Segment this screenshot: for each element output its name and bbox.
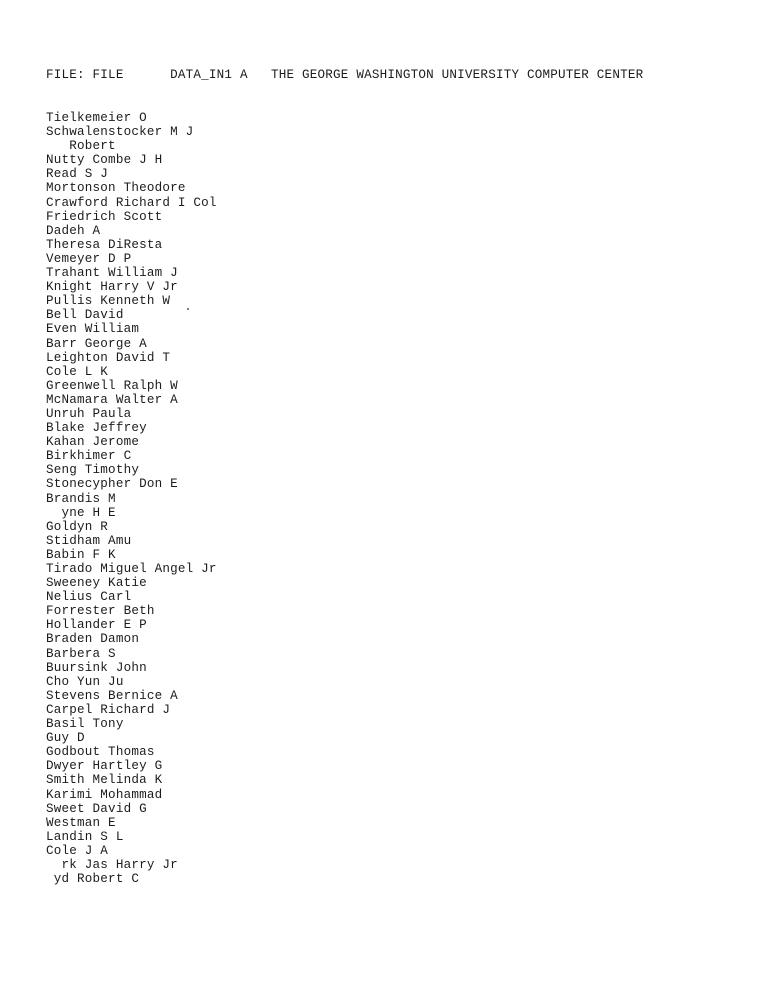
- name-entry: Smith Melinda K: [46, 773, 163, 788]
- name-entry: Schwalenstocker M J: [46, 125, 194, 140]
- name-entry: Birkhimer C: [46, 449, 132, 464]
- name-entry: Barr George A: [46, 336, 147, 351]
- name-entry: Westman E: [46, 815, 116, 830]
- name-entry: Buursink John: [46, 660, 147, 675]
- name-entry: yd Robert C: [46, 872, 140, 887]
- name-entry: Sweeney Katie: [46, 576, 147, 591]
- name-list: [46, 111, 217, 886]
- name-entry: Karimi Mohammad: [46, 787, 163, 802]
- name-entry: Stonecypher Don E: [46, 477, 178, 492]
- name-entry: Babin F K: [46, 547, 116, 562]
- name-entry: Vemeyer D P: [46, 251, 132, 266]
- name-entry: Barbera S: [46, 646, 116, 661]
- name-entry: Mortonson Theodore: [46, 181, 186, 196]
- name-entry: Trahant William J: [46, 266, 178, 281]
- name-entry: Forrester Beth: [46, 604, 155, 619]
- printout-header: [46, 68, 643, 82]
- name-entry: Blake Jeffrey: [46, 421, 147, 436]
- name-entry: Nutty Combe J H: [46, 153, 163, 168]
- name-entry: Leighton David T: [46, 350, 171, 365]
- name-entry: Stevens Bernice A: [46, 688, 178, 703]
- name-entry: rk Jas Harry Jr: [46, 857, 178, 872]
- name-entry: Theresa DiResta: [46, 237, 163, 252]
- name-entry: Friedrich Scott: [46, 209, 163, 224]
- name-entry: Hollander E P: [46, 618, 147, 633]
- name-entry: Tirado Miguel Angel Jr: [46, 562, 217, 576]
- ink-speck: [187, 308, 189, 310]
- name-entry: Even William: [46, 322, 140, 337]
- name-entry: Sweet David G: [46, 801, 147, 816]
- name-entry: Kahan Jerome: [46, 435, 140, 450]
- name-entry: Goldyn R: [46, 519, 109, 534]
- name-entry: Guy D: [46, 731, 85, 746]
- name-entry: Unruh Paula: [46, 406, 132, 421]
- name-entry: Robert: [46, 139, 116, 154]
- name-entry: Cho Yun Ju: [46, 674, 124, 689]
- name-entry: Pullis Kenneth W: [46, 294, 171, 309]
- name-entry: Dadeh A: [46, 223, 101, 238]
- name-entry: Cole J A: [46, 843, 109, 858]
- name-entry: Basil Tony: [46, 717, 124, 732]
- name-entry: Tielkemeier O: [46, 111, 147, 125]
- dataset-name: DATA_IN1 A: [170, 68, 248, 82]
- name-entry: Seng Timothy: [46, 463, 140, 478]
- name-entry: Landin S L: [46, 829, 124, 844]
- name-entry: McNamara Walter A: [46, 392, 178, 407]
- name-entry: Stidham Amu: [46, 533, 132, 548]
- name-entry: Brandis M: [46, 491, 116, 506]
- name-entry: Crawford Richard I Col: [46, 195, 217, 210]
- name-entry: Dwyer Hartley G: [46, 759, 163, 774]
- name-entry: Braden Damon: [46, 632, 140, 647]
- organization-name: THE GEORGE WASHINGTON UNIVERSITY COMPUTER CENTER: [270, 68, 644, 82]
- name-entry: Nelius Carl: [46, 590, 132, 605]
- name-entry: Cole L K: [46, 364, 109, 379]
- name-entry: Carpel Richard J: [46, 702, 171, 717]
- name-entry: Bell David: [46, 308, 124, 323]
- name-entry: Knight Harry V Jr: [46, 280, 178, 295]
- file-label: FILE: FILE: [46, 68, 124, 82]
- name-entry: yne H E: [46, 505, 116, 520]
- name-entry: Greenwell Ralph W: [46, 378, 178, 393]
- name-entry: Read S J: [46, 167, 109, 182]
- name-entry: Godbout Thomas: [46, 745, 155, 760]
